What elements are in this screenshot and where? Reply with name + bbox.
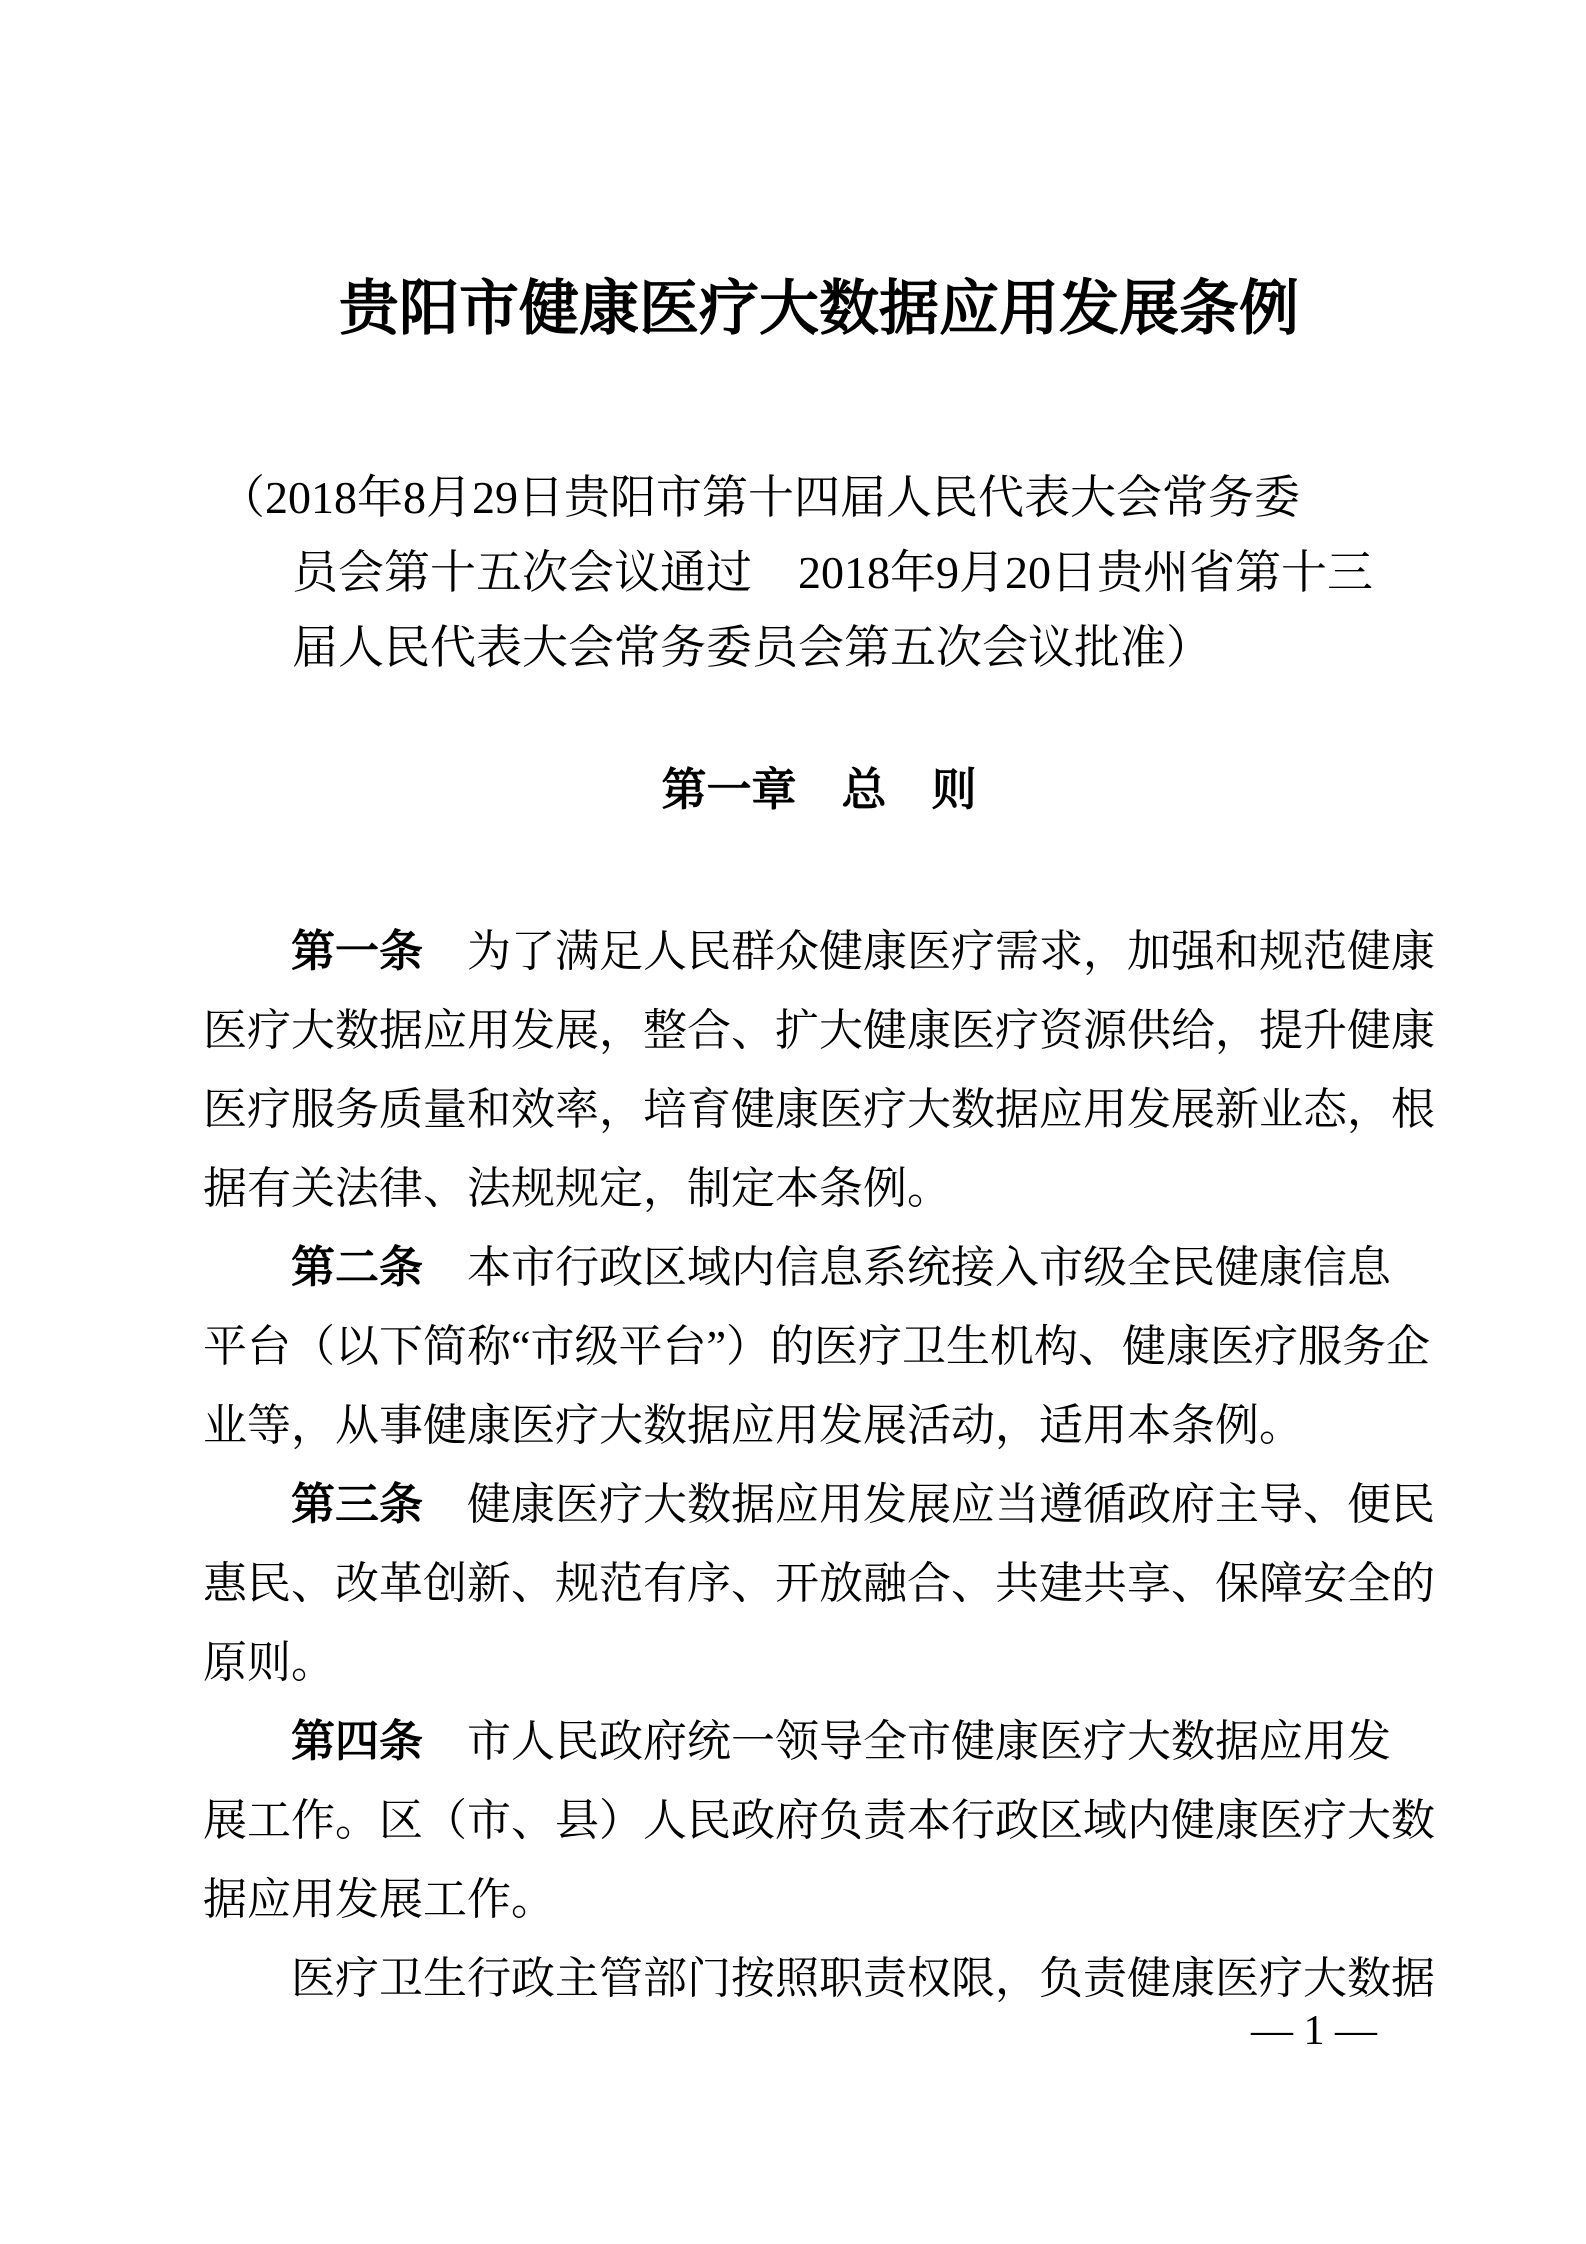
page-number: — 1 —: [1251, 2008, 1377, 2054]
body-line: 第一条 为了满足人民群众健康医疗需求，加强和规范健康: [291, 927, 1435, 976]
body-line: 展工作。区（市、县）人民政府负责本行政区域内健康医疗大数: [203, 1796, 1435, 1845]
preamble-line: 届人民代表大会常务委员会第五次会议批准）: [292, 622, 1212, 673]
article-number: 第二条: [291, 1243, 423, 1292]
body-line: 据有关法律、法规规定，制定本条例。: [203, 1164, 951, 1213]
article-number: 第四条: [291, 1717, 423, 1766]
body-line: 据应用发展工作。: [203, 1875, 555, 1924]
preamble-line: （2018年8月29日贵阳市第十四届人民代表大会常务委: [219, 472, 1300, 523]
body-line: 医疗卫生行政主管部门按照职责权限，负责健康医疗大数据: [291, 1954, 1435, 2003]
document-body: [203, 912, 1443, 2018]
body-line: 原则。: [203, 1638, 335, 1687]
body-line: 医疗大数据应用发展，整合、扩大健康医疗资源供给，提升健康: [203, 1006, 1435, 1055]
body-line: 第三条 健康医疗大数据应用发展应当遵循政府主导、便民: [291, 1480, 1435, 1529]
body-line: 医疗服务质量和效率，培育健康医疗大数据应用发展新业态，根: [203, 1085, 1435, 1134]
document-title: 贵阳市健康医疗大数据应用发展条例: [339, 276, 1299, 342]
preamble-line: 员会第十五次会议通过 2018年9月20日贵州省第十三: [292, 547, 1373, 598]
body-line: 第二条 本市行政区域内信息系统接入市级全民健康信息: [291, 1243, 1391, 1292]
article-number: 第三条: [291, 1480, 423, 1529]
body-line: 平台（以下简称“市级平台”）的医疗卫生机构、健康医疗服务企: [203, 1322, 1431, 1371]
body-line: 业等，从事健康医疗大数据应用发展活动，适用本条例。: [203, 1401, 1303, 1450]
body-line: 惠民、改革创新、规范有序、开放融合、共建共享、保障安全的: [203, 1559, 1435, 1608]
chapter-heading: 第一章 总 则: [661, 764, 977, 815]
article-number: 第一条: [291, 927, 423, 976]
preamble: [203, 460, 1443, 685]
body-line: 第四条 市人民政府统一领导全市健康医疗大数据应用发: [291, 1717, 1391, 1766]
